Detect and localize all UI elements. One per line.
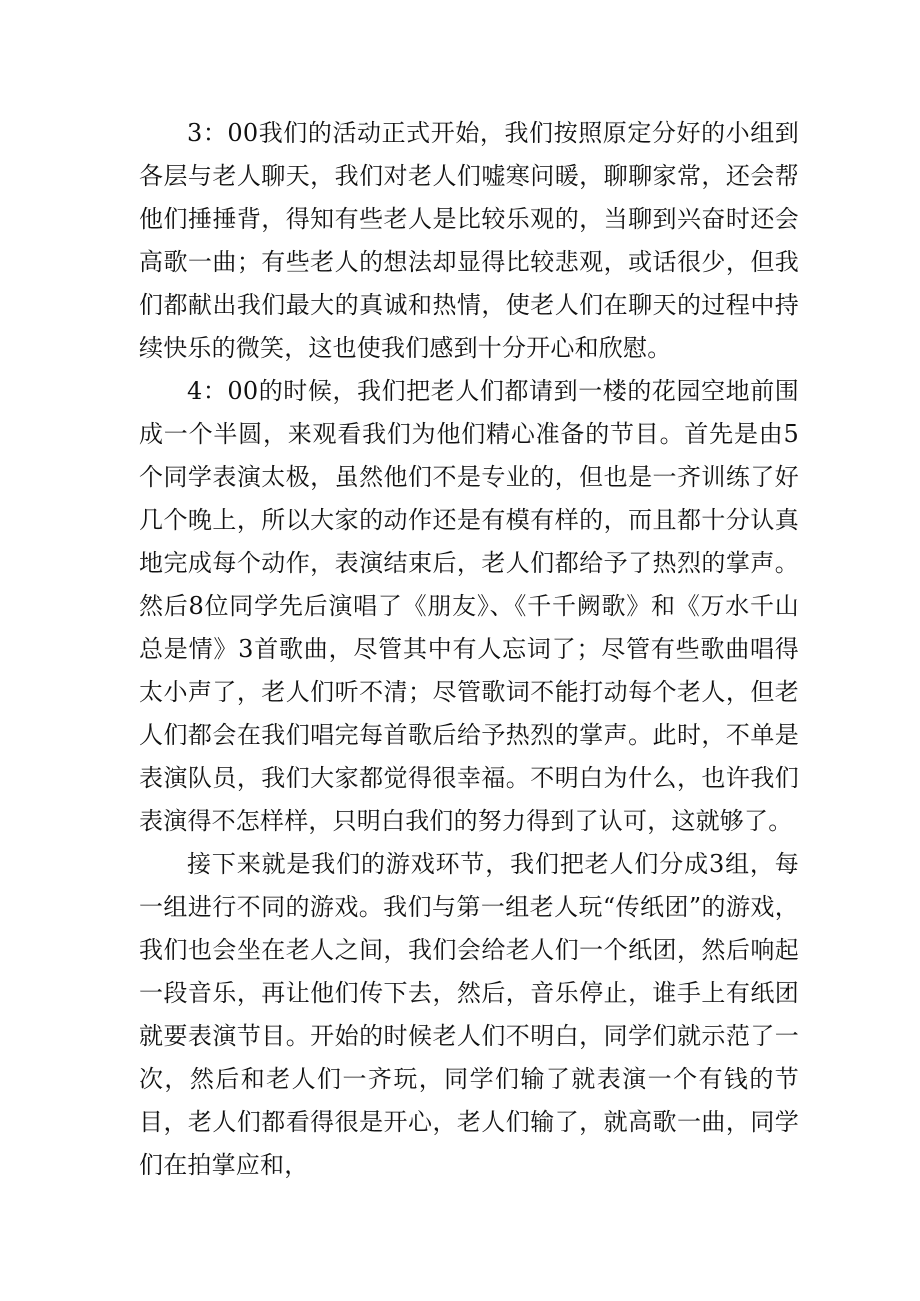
- paragraph-1: 3：00我们的活动正式开始，我们按照原定分好的小组到各层与老人聊天，我们对老人们嘘寒问暖，聊聊家常，还会帮他们捶捶背，得知有些老人是比较乐观的，当聊到兴奋时还会高歌一曲；有些老人的想法却显得比较悲观，或话很少，但我们都献出我们最大的真诚和热情，使老人们在聊天的过程中持续快乐的微笑，这也使我们感到十分开心和欣慰。: [139, 119, 799, 362]
- paragraph-2: 4：00的时候，我们把老人们都请到一楼的花园空地前围成一个半圆，来观看我们为他们精心准备的节目。首先是由5个同学表演太极，虽然他们不是专业的，但也是一齐训练了好几个晚上，所以大家的动作还是有模有样的，而且都十分认真地完成每个动作，表演结束后，老人们都给予了热烈的掌声。然后8位同学先后演唱了《朋友》、《千千阙歌》和《万水千山总是情》3首歌曲，尽管其中有人忘词了；尽管有些歌曲唱得太小声了，老人们听不清；尽管歌词不能打动每个老人，但老人们都会在我们唱完每首歌后给予热烈的掌声。此时，不单是表演队员，我们大家都觉得很幸福。不明白为什么，也许我们表演得不怎样样，只明白我们的努力得到了认可，这就够了。: [139, 377, 799, 835]
- paragraph-3: 接下来就是我们的游戏环节，我们把老人们分成3组，每一组进行不同的游戏。我们与第一组老人玩“传纸团”的游戏，我们也会坐在老人之间，我们会给老人们一个纸团，然后响起一段音乐，再让他们传下去，然后，音乐停止，谁手上有纸团就要表演节目。开始的时候老人们不明白，同学们就示范了一次，然后和老人们一齐玩，同学们输了就表演一个有钱的节目，老人们都看得很是开心，老人们输了，就高歌一曲，同学们在拍掌应和，: [139, 850, 799, 1179]
- document-body: [139, 112, 799, 1187]
